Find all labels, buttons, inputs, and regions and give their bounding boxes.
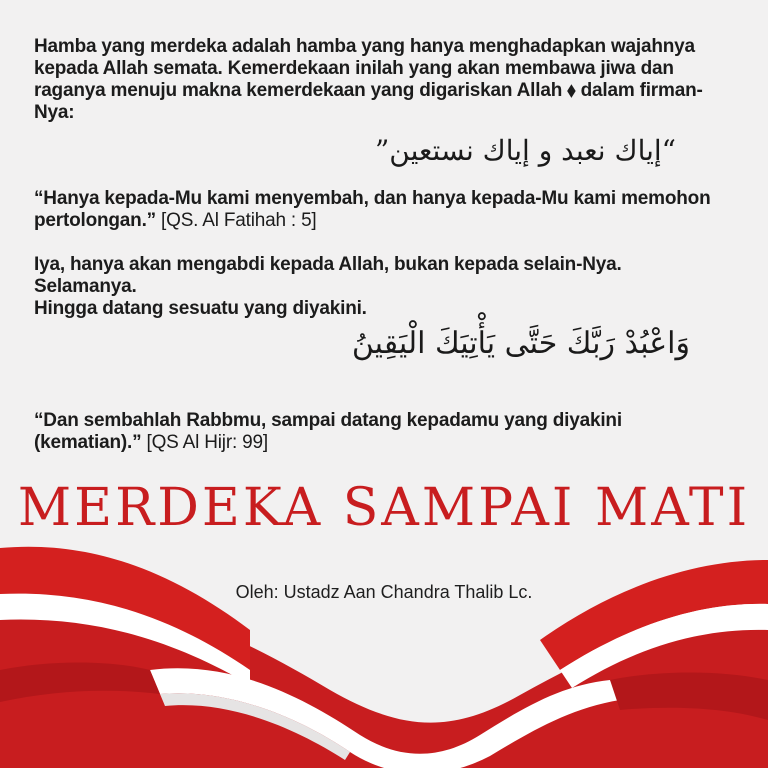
fatihah-reference: [QS. Al Fatihah : 5]: [161, 210, 317, 231]
intro-paragraph: Hamba yang merdeka adalah hamba yang hanya menghadapkan wajahnya kepada Allah semata. Kemerdekaan inilah yang akan membawa jiwa dan raganya menuju makna kemerdekaan yang digariskan Allah ⬧ dalam firman-Nya:: [34, 36, 703, 123]
arabic-verse-hijr: وَاعْبُدْ رَبَّكَ حَتَّى يَأْتِيَكَ الْيَقِينُ: [351, 326, 690, 361]
author-credit: Oleh: Ustadz Aan Chandra Thalib Lc.: [235, 582, 533, 602]
middle-paragraph: [34, 254, 734, 320]
middle-line-3: Hingga datang sesuatu yang diyakini.: [34, 298, 367, 319]
arabic-verse-fatihah: “إياك نعبد و إياك نستعين”: [374, 134, 676, 167]
fatihah-translation-text: “Hanya kepada-Mu kami menyembah, dan hanya kepada-Mu kami memohon pertolongan.”: [34, 188, 711, 231]
hijr-translation: [34, 410, 734, 454]
middle-line-1: Iya, hanya akan mengabdi kepada Allah, bukan kepada selain-Nya.: [34, 254, 622, 275]
flag-ribbon-graphic: [0, 520, 768, 768]
fatihah-translation: [34, 188, 734, 232]
hijr-translation-text: “Dan sembahlah Rabbmu, sampai datang kepadamu yang diyakini (kematian).”: [34, 410, 622, 453]
hijr-reference: [QS Al Hijr: 99]: [146, 432, 268, 453]
page-title: MERDEKA SAMPAI MATI: [17, 478, 751, 538]
middle-line-2: Selamanya.: [34, 276, 137, 297]
